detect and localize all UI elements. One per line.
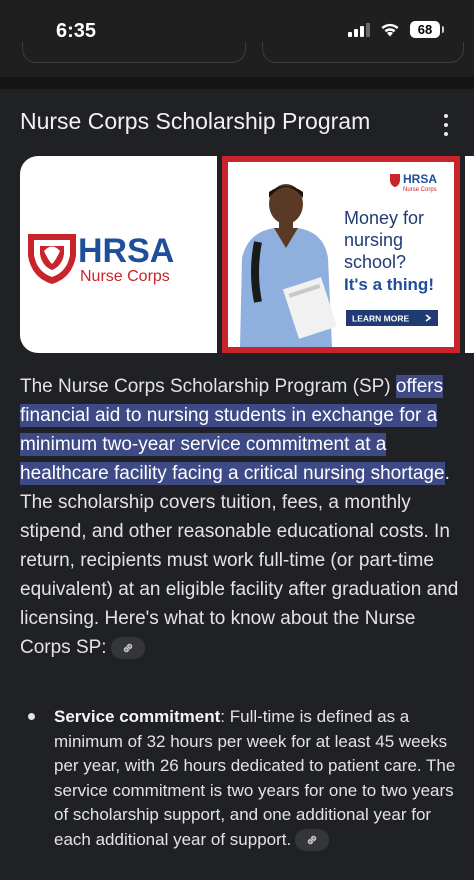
ad-sub: Nurse Corps: [403, 187, 437, 193]
image-nursing-ad[interactable]: [222, 156, 460, 353]
ad-line-4: It's a thing!: [344, 275, 434, 294]
summary-paragraph: [20, 372, 460, 662]
link-icon: [121, 641, 135, 655]
bullet-item: [54, 705, 460, 852]
wifi-icon: [380, 22, 400, 37]
card-separator: [0, 77, 474, 89]
ad-graphic: [228, 162, 454, 347]
ad-brand: HRSA: [403, 172, 438, 186]
ad-line-1: Money for: [344, 208, 425, 228]
ad-line-3: school?: [344, 252, 407, 272]
logo-sub: Nurse Corps: [80, 268, 170, 285]
bullet-dot: [28, 713, 35, 720]
paragraph-rest: . The scholarship covers tuition, fees, a monthly stipend, and other reasonable educational costs. In return, recipients must work full-time (or part-time equivalent) at an eligible facility after graduation and licensing. Here's what to know about the Nurse Corps SP:: [20, 463, 459, 658]
status-icons: [348, 21, 440, 38]
hrsa-logo: [20, 156, 217, 353]
signal-icon: [348, 23, 370, 37]
logo-brand: HRSA: [78, 232, 175, 270]
previous-card-edge: [262, 42, 464, 63]
link-chip[interactable]: [295, 829, 329, 851]
ad-inner: [228, 162, 454, 347]
image-hrsa-logo[interactable]: [20, 156, 217, 353]
status-time: 6:35: [56, 20, 97, 42]
paragraph-highlight: offers financial aid to nursing students in exchange for a minimum two-year service commitment at a healthcare facility facing a critical nursing shortage: [20, 376, 445, 484]
more-vert-icon[interactable]: [438, 114, 454, 136]
image-next-edge[interactable]: [465, 156, 474, 353]
previous-card-edge: [22, 42, 246, 63]
link-icon: [305, 833, 319, 847]
ad-button-label: LEARN MORE: [352, 313, 410, 324]
bullet-text: : Full-time is defined as a minimum of 32 hours per week for at least 45 weeks per year, with 26 hours dedicated to patient care. The service commitment is two years for one to two years of scholarship support, and one additional year for each additional year of support.: [54, 707, 456, 849]
ad-line-2: nursing: [344, 230, 404, 250]
paragraph-intro: The Nurse Corps Scholarship Program (SP): [20, 376, 396, 397]
battery-icon: 68: [410, 21, 440, 38]
link-chip[interactable]: [111, 637, 145, 659]
card-title: Nurse Corps Scholarship Program: [20, 108, 371, 134]
bullet-label: Service commitment: [54, 707, 221, 726]
